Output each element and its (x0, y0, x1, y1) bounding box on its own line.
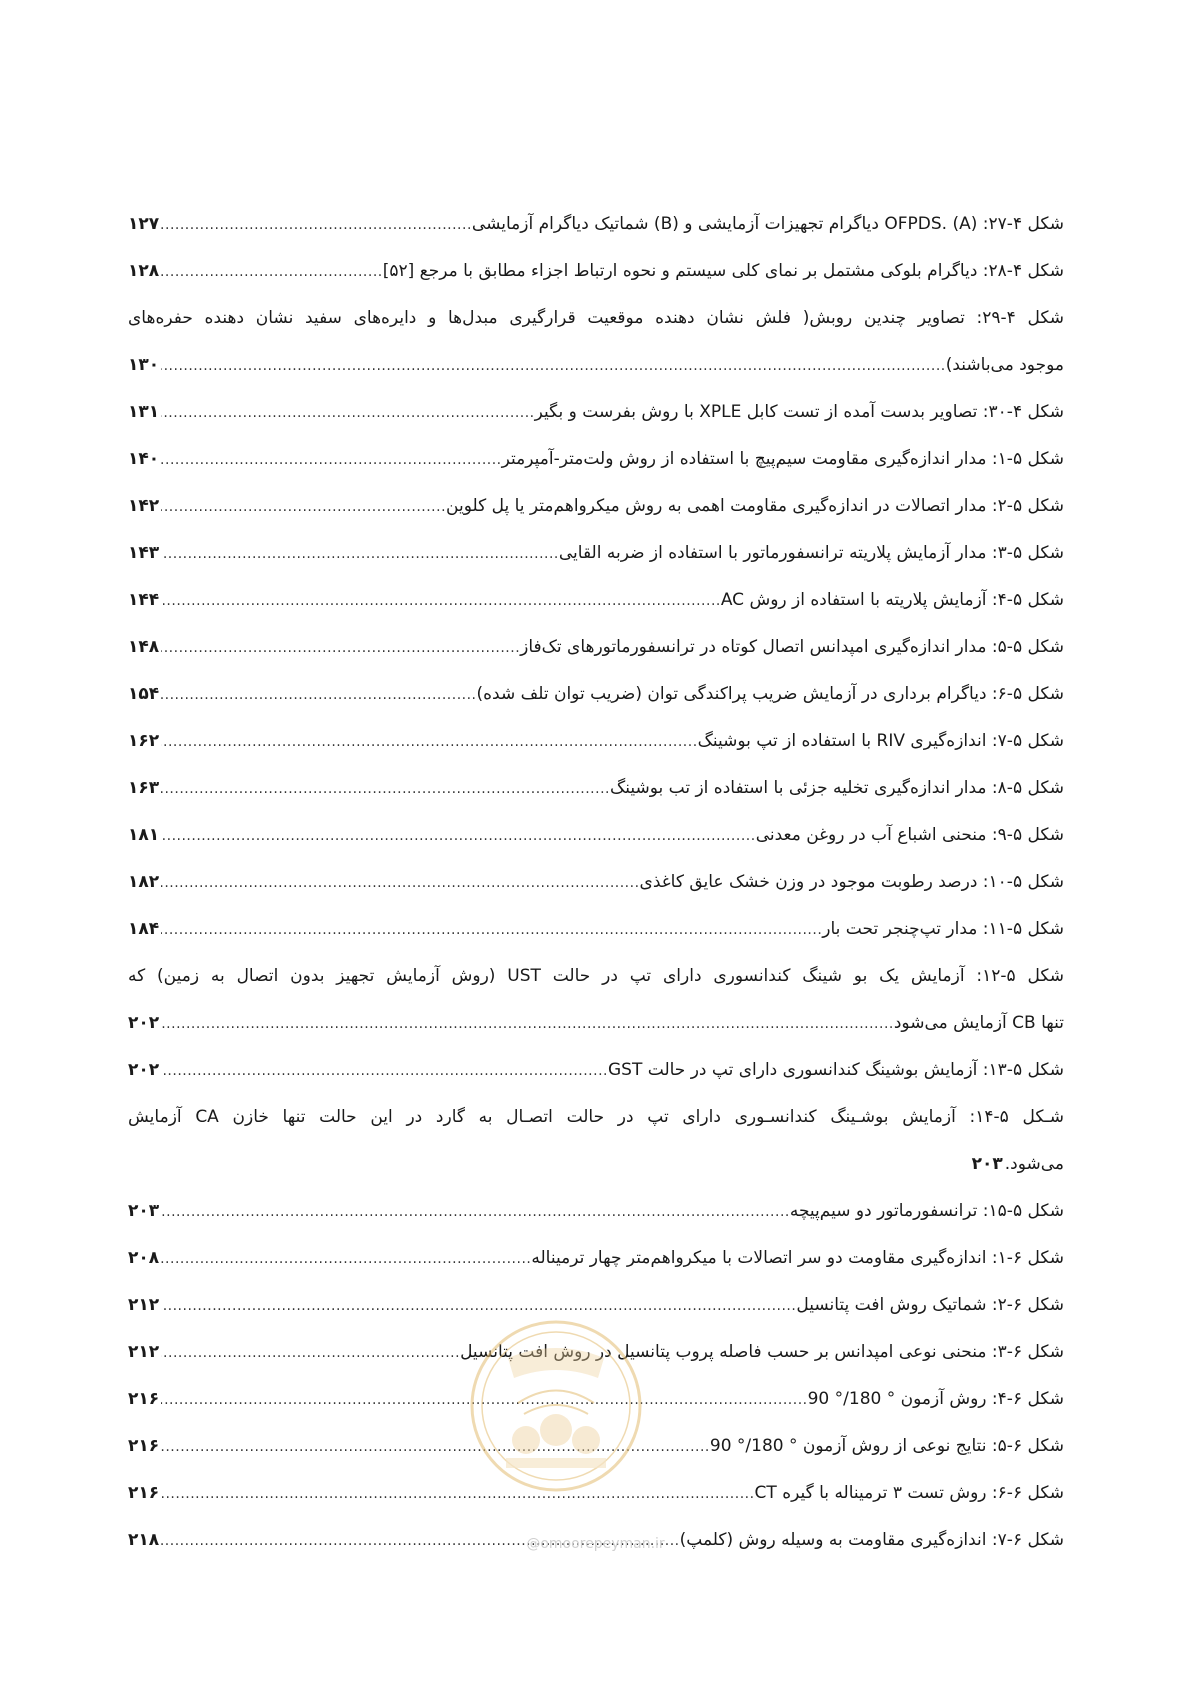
dot-leader (161, 1247, 531, 1272)
dot-leader (161, 354, 946, 379)
toc-entry-page: ۱۸۱ (128, 825, 160, 845)
toc-entry[interactable] (128, 541, 1064, 588)
toc-entry[interactable] (128, 212, 1064, 259)
toc-entry-title: شکل ۶-۵: نتایج نوعی از روش آزمون ° 180/° 90 (709, 1436, 1064, 1456)
toc-entry-title: شکل ۶-۷: اندازه‌گیری مقاومت به وسیله روش (کلمپ) (679, 1530, 1064, 1550)
toc-entry-title-line: شکل ۵-۱۲: آزمایش یک بو شینگ کندانسوری دارای تپ در حالت UST (روش آزمایش تجهیز بدون اتصال به زمین) که (128, 966, 1064, 986)
toc-entry-page: ۱۳۱ (128, 402, 160, 422)
toc-entry-page: ۲۱۲ (128, 1342, 160, 1362)
toc-entry[interactable] (128, 682, 1064, 729)
toc-entry-title: شکل ۶-۳: منحنی نوعی امپدانس بر حسب فاصله پروب پتانسیل در روش افت پتانسیل (460, 1342, 1064, 1362)
toc-entry[interactable] (128, 776, 1064, 823)
toc-entry[interactable] (128, 964, 1064, 1058)
dot-leader (161, 448, 501, 473)
toc-entry-title-line: شکل ۴-۲۹: تصاویر چندین روبش( فلش نشان دهنده موقعیت قرارگیری مبدل‌ها و دایره‌های سفید نشان دهنده حفره‌های (128, 308, 1064, 328)
toc-entry-page: ۱۶۳ (128, 778, 160, 798)
toc-entry-title: تنها CB آزمایش می‌شود (893, 1013, 1064, 1033)
toc-entry-page: ۱۴۰ (128, 449, 160, 469)
toc-entry-title: شکل ۵-۶: دیاگرام برداری در آزمایش ضریب پراکندگی توان (ضریب توان تلف شده) (476, 684, 1064, 704)
dot-leader (161, 1294, 796, 1319)
toc-entry-page: ۱۴۴ (128, 590, 160, 610)
toc-entry-title: شکل ۵-۲: مدار اتصالات در اندازه‌گیری مقاومت اهمی به روش میکرواهم‌متر یا پل کلوین (446, 496, 1064, 516)
toc-entry-title: شکل ۵-۱۰: درصد رطوبت موجود در وزن خشک عایق کاغذی (639, 872, 1064, 892)
toc-entry-page: ۱۸۲ (128, 872, 160, 892)
toc-entry-page: ۲۱۸ (128, 1530, 160, 1550)
dot-leader (161, 1200, 790, 1225)
toc-entry-page: ۲۱۶ (128, 1436, 160, 1456)
dot-leader (161, 495, 446, 520)
toc-entry-page: ۲۰۳ (128, 1201, 160, 1221)
toc-entry-title: شکل ۶-۲: شماتیک روش افت پتانسیل (796, 1295, 1064, 1315)
dot-leader (161, 871, 639, 896)
toc-entry-page: ۲۱۶ (128, 1389, 160, 1409)
dot-leader (161, 683, 476, 708)
toc-entry-page: ۱۴۳ (128, 543, 160, 563)
toc-entry-title: شکل ۶-۴: روش آزمون ° 180/° 90 (807, 1389, 1064, 1409)
toc-entry[interactable] (128, 729, 1064, 776)
toc-entry[interactable] (128, 259, 1064, 306)
toc-entry[interactable] (128, 1246, 1064, 1293)
toc-entry-page: ۱۳۰ (128, 355, 160, 375)
watermark-logo (468, 1318, 644, 1494)
dot-leader (161, 213, 472, 238)
toc-entry-title: شکل ۴-۲۸: دیاگرام بلوکی مشتمل بر نمای کلی سیستم و نحوه ارتباط اجزاء مطابق با مرجع [۵۲] (382, 261, 1064, 281)
toc-entry-page: ۲۰۲ (128, 1060, 160, 1080)
toc-entry[interactable] (128, 306, 1064, 400)
toc-entry-page: ۱۲۷ (128, 214, 160, 234)
dot-leader (161, 589, 721, 614)
toc-entry-page: ۱۲۸ (128, 261, 160, 281)
toc-entry-page: ۲۰۸ (128, 1248, 160, 1268)
dot-leader (161, 260, 383, 285)
toc-entry-title: شکل ۵-۵: مدار اندازه‌گیری امپدانس اتصال کوتاه در ترانسفورماتورهای تک‌فاز (520, 637, 1064, 657)
toc-entry-title: شکل ۵-۱۵: ترانسفورماتور دو سیم‌پیچه (789, 1201, 1064, 1221)
dot-leader (161, 1012, 894, 1037)
dot-leader (161, 1341, 460, 1366)
toc-entry-title: شکل ۵-۱: مدار اندازه‌گیری مقاومت سیم‌پیچ با استفاده از روش ولت‌متر-آمپرمتر (501, 449, 1064, 469)
toc-entry-title: شکل ۶-۶: روش تست ۳ ترمیناله با گیره CT (754, 1483, 1064, 1503)
toc-entry[interactable] (128, 494, 1064, 541)
toc-entry-page: ۱۵۴ (128, 684, 160, 704)
toc-entry-title: شکل ۵-۷: اندازه‌گیری RIV با استفاده از تپ بوشینگ (697, 731, 1064, 751)
toc-entry-title: موجود می‌باشند) (945, 355, 1064, 375)
toc-entry[interactable] (128, 870, 1064, 917)
toc-entry-title-line: شـکل ۵-۱۴: آزمایش بوشـینگ کندانسـوری دارای تپ در حالت اتصـال به گارد در این حالت تنها خازن CA آزمایش (128, 1107, 1064, 1127)
toc-entry[interactable] (128, 635, 1064, 682)
toc-entry-title: می‌شود. (1004, 1154, 1064, 1174)
toc-entry-page: ۲۱۲ (128, 1295, 160, 1315)
toc-entry[interactable] (128, 917, 1064, 964)
toc-entry[interactable] (128, 400, 1064, 447)
watermark-url: @omoorepeyman.ir (526, 1536, 665, 1552)
toc-entry[interactable] (128, 447, 1064, 494)
dot-leader (161, 636, 520, 661)
dot-leader (161, 401, 534, 426)
toc-entry[interactable] (128, 1105, 1064, 1199)
toc-entry-title: شکل ۶-۱: اندازه‌گیری مقاومت دو سر اتصالات با میکرواهم‌متر چهار ترمیناله (531, 1248, 1064, 1268)
toc-entry-title: شکل ۵-۳: مدار آزمایش پلاریته ترانسفورماتور با استفاده از ضربه القایی (558, 543, 1064, 563)
dot-leader (161, 1059, 608, 1084)
toc-entry-page: ۲۰۲ (128, 1013, 160, 1033)
dot-leader (161, 542, 559, 567)
toc-entry[interactable] (128, 588, 1064, 635)
toc-entry-title: شکل ۵-۴: آزمایش پلاریته با استفاده از روش AC (720, 590, 1064, 610)
dot-leader (161, 730, 698, 755)
toc-entry[interactable] (128, 823, 1064, 870)
toc-entry-title: شکل ۴-۳۰: تصاویر بدست آمده از تست کابل XPLE با روش بفرست و بگیر (534, 402, 1064, 422)
toc-entry-page: ۱۸۴ (128, 919, 160, 939)
toc-entry-page: ۲۰۳ (971, 1154, 1003, 1174)
toc-entry-title: شکل ۵-۱۱: مدار تپ‌چنجر تحت بار (822, 919, 1064, 939)
dot-leader (161, 1482, 754, 1507)
toc-entry-title: شکل ۵-۸: مدار اندازه‌گیری تخلیه جزئی با استفاده از تب بوشینگ (609, 778, 1064, 798)
dot-leader (161, 918, 822, 943)
toc-entry[interactable] (128, 1199, 1064, 1246)
dot-leader (161, 777, 610, 802)
toc-entry-title: شکل ۵-۹: منحنی اشباع آب در روغن معدنی (755, 825, 1064, 845)
toc-entry-page: ۱۴۸ (128, 637, 160, 657)
dot-leader (161, 824, 756, 849)
toc-entry-title: شکل ۵-۱۳: آزمایش بوشینگ کندانسوری دارای تپ در حالت GST (607, 1060, 1064, 1080)
toc-entry-title: شکل ۴-۲۷: OFPDS. (A) دیاگرام تجهیزات آزمایشی و (B) شماتیک دیاگرام آزمایشی (471, 214, 1064, 234)
toc-entry-page: ۱۶۲ (128, 731, 160, 751)
toc-entry-page: ۲۱۶ (128, 1483, 160, 1503)
toc-entry[interactable] (128, 1058, 1064, 1105)
toc-entry-page: ۱۴۲ (128, 496, 160, 516)
